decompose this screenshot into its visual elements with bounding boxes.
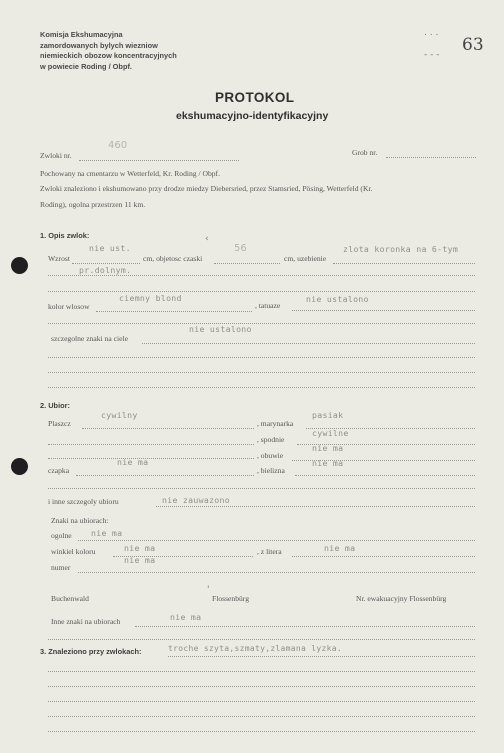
obuwie-value: nie ma bbox=[312, 443, 344, 453]
tatuaze-label: , tatuaze bbox=[255, 301, 281, 310]
z-litera-value: nie ma bbox=[324, 543, 356, 553]
pencil-marks-2: - - - bbox=[424, 50, 440, 60]
z-litera-label: , z litera bbox=[257, 547, 282, 556]
binder-hole-bottom bbox=[11, 458, 28, 475]
buchenwald-label: Buchenwald bbox=[51, 594, 89, 603]
bielizna-label: , bielizna bbox=[257, 466, 285, 475]
znaki-na-ciele-label: szczegolne znaki na ciele bbox=[51, 334, 128, 343]
nr-ewakuacyjny-label: Nr. ewakuacyjny Flossenbürg bbox=[356, 594, 447, 603]
czaska-value: 56 bbox=[234, 243, 247, 254]
winkiel-koloru-value: nie ma bbox=[124, 543, 156, 553]
page-number: 63 bbox=[462, 35, 484, 55]
znaki-na-ubiorach-heading: Znaki na ubiorach: bbox=[51, 516, 109, 525]
page-subtitle: ekshumacyjno-identyfikacyjny bbox=[176, 110, 329, 122]
tatuaze-value: nie ustalono bbox=[306, 294, 369, 304]
header-line-3: niemieckich obozow koncentracyjnych bbox=[40, 51, 177, 60]
wzrost-label: Wzrost bbox=[48, 254, 70, 263]
flossenburg-label: Flossenbürg bbox=[212, 594, 249, 603]
section-ubior-heading: 2. Ubior: bbox=[40, 401, 70, 410]
czapka-value: nie ma bbox=[117, 457, 149, 467]
inne-znaki-label: Inne znaki na ubiorach bbox=[51, 617, 121, 626]
czapka-label: czapka bbox=[48, 466, 70, 475]
spodnie-value: cywilne bbox=[312, 428, 349, 438]
numer-value: nie ma bbox=[124, 555, 156, 565]
inne-znaki-value: nie ma bbox=[170, 612, 202, 622]
camp-separator-tick: ' bbox=[207, 585, 210, 595]
winkiel-koloru-label: winkiel koloru bbox=[51, 547, 96, 556]
exhumation-route-text-1: Zwloki znaleziono i ekshumowano przy drodze miedzy Diebersried, przez Stamsried, Pösing, Wetterfeld (Kr. bbox=[40, 184, 373, 193]
spodnie-label: , spodnie bbox=[257, 435, 285, 444]
zwloki-label: Zwloki nr. bbox=[40, 151, 72, 160]
bielizna-value: nie ma bbox=[312, 458, 344, 468]
znaki-na-ciele-value: nie ustalono bbox=[189, 324, 252, 334]
numer-label: numer bbox=[51, 563, 71, 572]
marynarka-value: pasiak bbox=[312, 410, 344, 420]
obuwie-label: , obuwie bbox=[257, 451, 284, 460]
plaszcz-value: cywilny bbox=[101, 410, 138, 420]
cm-uzebienie-label: cm, uzebienie bbox=[284, 254, 327, 263]
znalezione-value: troche szyta,szmaty,zlamana lyzka. bbox=[168, 644, 342, 653]
grob-label: Grob nr. bbox=[352, 148, 378, 157]
kolor-wlosow-value: ciemny blond bbox=[119, 293, 182, 303]
cm-objetosc-label: cm, objetosc czaski bbox=[143, 254, 203, 263]
plaszcz-label: Plaszcz bbox=[48, 419, 71, 428]
section-opis-heading: 1. Opis zwlok: bbox=[40, 231, 90, 240]
zwloki-number: 460 bbox=[108, 140, 128, 151]
page-title: PROTOKOL bbox=[215, 90, 295, 105]
inne-szczegoly-label: i inne szczegoly ubioru bbox=[48, 497, 119, 506]
exhumation-route-text-2: Roding), ogolna przestrzen 11 km. bbox=[40, 200, 146, 209]
ogolne-label: ogolne bbox=[51, 531, 72, 540]
marynarka-label: , marynarka bbox=[257, 419, 294, 428]
commission-header bbox=[40, 30, 177, 72]
znalezione-label: 3. Znaleziono przy zwlokach: bbox=[40, 647, 142, 656]
header-line-1: Komisja Ekshumacyjna bbox=[40, 30, 123, 39]
wzrost-value: nie ust. bbox=[89, 243, 131, 253]
header-line-2: zamordowanych bylych wiezniow bbox=[40, 40, 158, 50]
binder-hole-top bbox=[11, 257, 28, 274]
uzebienie-continued: pr.dolnym. bbox=[79, 265, 132, 275]
pencil-marks: . . . bbox=[424, 28, 439, 38]
inne-szczegoly-value: nie zauwazono bbox=[162, 495, 230, 505]
pencil-tick: ‹ bbox=[205, 234, 209, 244]
header-line-4: w powiecie Roding / Obpf. bbox=[40, 61, 132, 71]
ogolne-value: nie ma bbox=[91, 528, 123, 538]
burial-location-text: Pochowany na cmentarzu w Wetterfeld, Kr. Roding / Obpf. bbox=[40, 169, 220, 178]
uzebienie-value: zlota koronka na 6-tym bbox=[343, 244, 459, 254]
kolor-wlosow-label: kolor wlosow bbox=[48, 302, 90, 311]
